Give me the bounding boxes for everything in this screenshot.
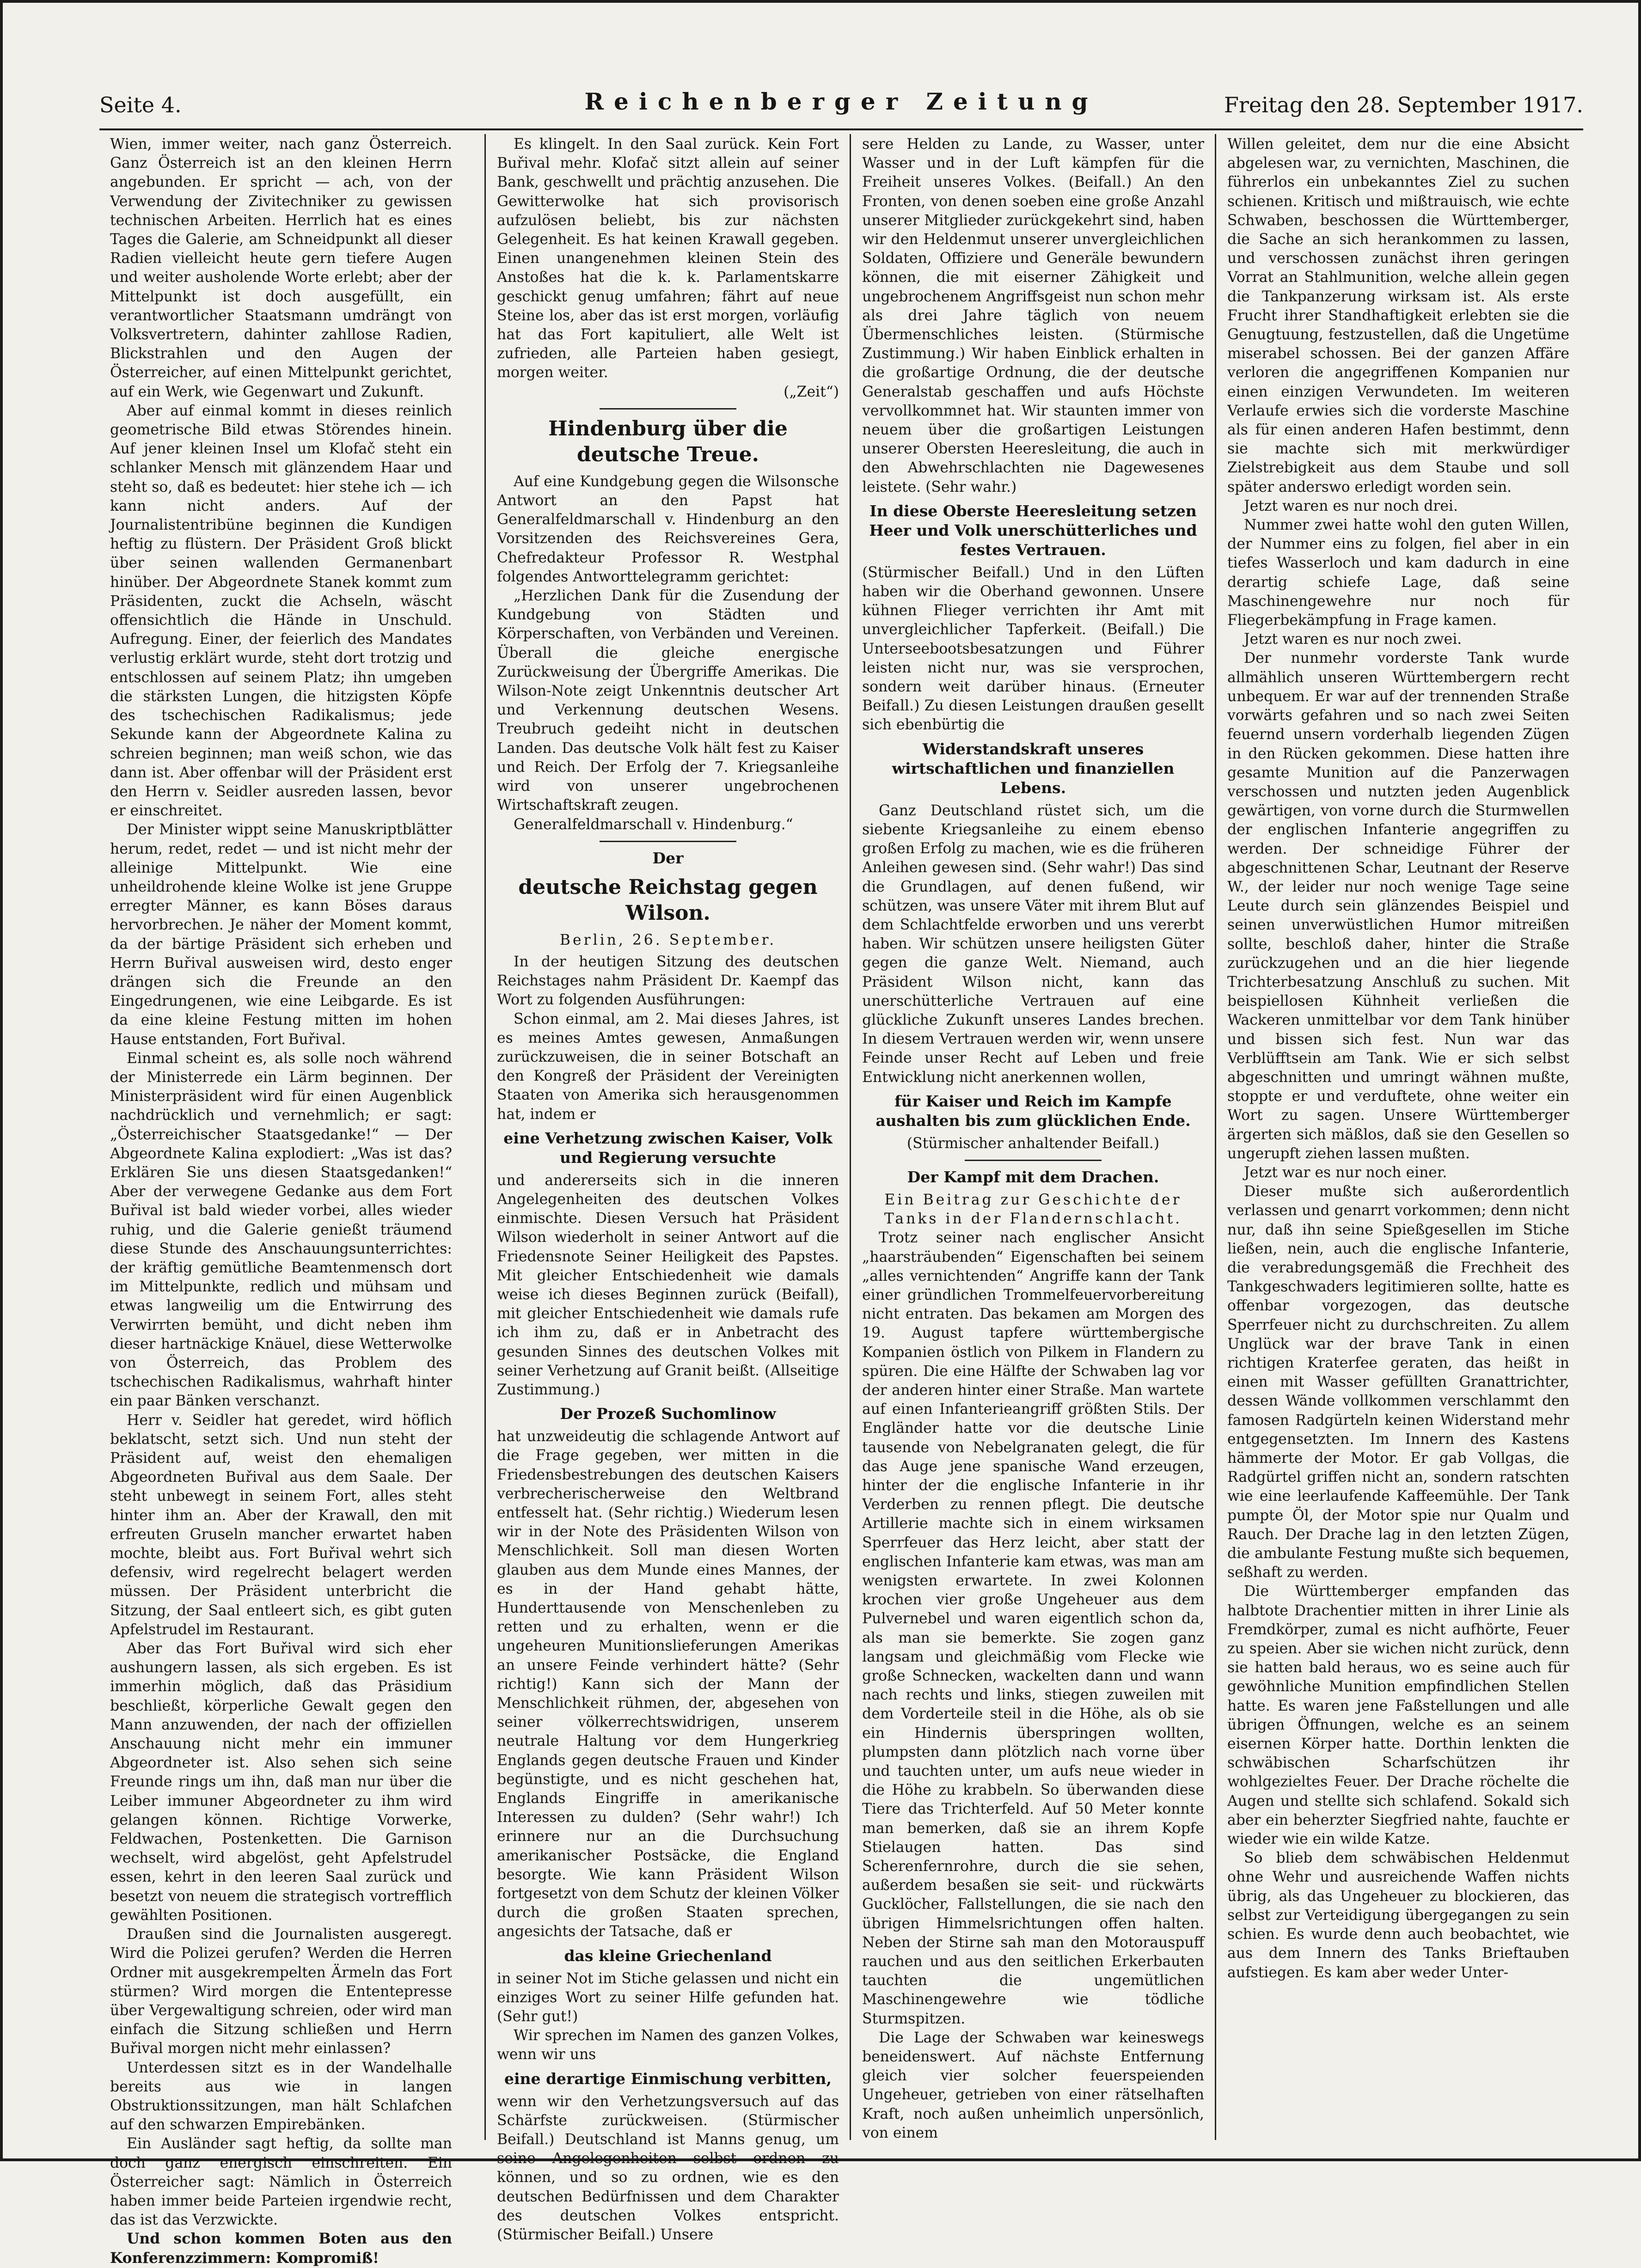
paragraph: Ganz Deutschland rüstet sich, um die siebente Kriegsanleihe zu einem ebenso großen Erfolg zu machen, wie es die früheren Anleihen gewesen sind. (Sehr wahr!) Das sind die Grundlagen, auf denen fußend, wir schützen, was unsere Väter mit ihrem Blut auf dem Schlachtfelde erworben und uns vererbt haben. Wir schützen unsere heiligsten Güter gegen die ganze Welt. Niemand, auch Präsident Wilson nicht, kann das unerschütterliche Vertrauen auf eine glückliche Zukunft unseres Landes brechen. In diesem Vertrauen werden wir, wenn unsere Feinde unser Recht auf Leben und freie Entwicklung nicht anerkennen wollen, <box>862 802 1204 1086</box>
article-separator <box>965 1160 1102 1161</box>
header-rule <box>99 128 1583 130</box>
paragraph: Einmal scheint es, als solle noch während der Ministerrede ein Lärm beginnen. Der Ministerpräsident wird für einen Augenblick nachdrücklich und vernehmlich; er sagt: „Österreichischer Staatsgedanke!“ — Der Abgeordnete Kalina explodiert: „Was ist das? Erklären Sie uns diesen Staatsgedanken!“ Aber der verwegene Gedanke aus dem Fort Buřival ist bald wieder vorbei, alles wieder ruhig, und die Galerie genießt träumend diese Stunde des Anschauungsunterrichtes: der kräftig gemütliche Beamtenmensch dort im Mittelpunkte, redlich und mühsam und etwas langweilig um die Entwirrung des Verwirrten bemüht, und dicht neben ihm dieser hartnäckige Knäuel, diese Wetterwolke von Österreich, das Problem des tschechischen Radikalismus, wahrhaft hinter ein paar Bänken verschanzt. <box>110 1050 452 1410</box>
headline-prefix: Der <box>652 849 684 867</box>
emphasis-line: das kleine Griechenland <box>564 1946 772 1965</box>
column-divider <box>1215 134 1216 2140</box>
paragraph: Jetzt waren es nur noch drei. <box>1244 497 1458 514</box>
paragraph: Trotz seiner nach englischer Ansicht „haarsträubenden“ Eigenschaften bei seinem „alles vernichtenden“ Angriffe kann der Tank einer gründlichen Trommelfeuervorbereitung nicht entraten. Das bekamen am Morgen des 19. August tapfere württembergische Kompanien östlich von Pilkem in Flandern zu spüren. Die eine Hälfte der Schwaben lag vor der anderen hinter einer Straße. Man wartete auf einen Infanterieangriff größten Stils. Der Engländer hatte vor die deutsche Linie tausende von Nebelgranaten gelegt, die für das Auge jene spanische Wand erzeugen, hinter der die englische Infanterie in ihr Verderben zu rennen pflegt. Die deutsche Artillerie machte sich in einem wirksamen Sperrfeuer das Herz leicht, aber statt der englischen Infanterie kam etwas, was man am wenigsten erwartete. In zwei Kolonnen krochen vier große Ungeheuer aus dem Pulvernebel und waren eigentlich schon da, als man sie bemerkte. Sie zogen ganz langsam und gleichmäßig vom Flecke wie große Schnecken, wackelten dann und wann nach rechts und links, stiegen zuweilen mit dem Vorderteile steil in die Höhe, als ob sie ein Hindernis überspringen wollten, plumpsten dann plötzlich nach vorne über und tauchten unter, um aufs neue wieder in die Höhe zu krabbeln. So überwanden diese Tiere das Trichterfeld. Auf 50 Meter konnte man bemerken, daß sie an ihrem Kopfe Stielaugen hatten. Das sind Scherenfernrohre, durch die sie sehen, außerdem besaßen sie seit- und rückwärts Gucklöcher, Fallstellungen, die sie nach den übrigen Himmelsrichtungen offen halten. Neben der Stirne sah man den Motorauspuff rauchen und aus den seitlichen Erkerbauten tauchten die ungemütlichen Maschinengewehre wie tödliche Sturmspitzen. <box>862 1229 1204 2027</box>
column-2 <box>497 135 839 2244</box>
paragraph: Auf eine Kundgebung gegen die Wilsonsche Antwort an den Papst hat Generalfeldmarschall v. Hindenburg an den Vorsitzenden des Reichsvereines Gera, Chefredakteur Professor R. Westphal folgendes Antworttelegramm gerichtet: <box>497 473 839 585</box>
headline-reichstag: deutsche Reichstag gegen Wilson. <box>518 875 818 925</box>
paragraph: Und schon kommen Boten aus den Konferenzzimmern: Kompromiß! <box>110 2231 452 2267</box>
newspaper-title: Reichenberger Zeitung <box>584 88 1098 115</box>
emphasis-line: für Kaiser und Reich im Kampfe aushalten bis zum glücklichen Ende. <box>876 1092 1191 1130</box>
paragraph: Aber das Fort Buřival wird sich eher aushungern lassen, als sich ergeben. Es ist immerhin möglich, daß das Präsidium beschließt, körperliche Gewalt gegen den Mann anzuwenden, der nach der offiziellen Anschauung nicht mehr ein immuner Abgeordneter ist. Also sehen sich seine Freunde rings um ihn, daß man nur über die Leiber immuner Abgeordneter zu ihm wird gelangen können. Richtige Vorwerke, Feldwachen, Postenketten. Die Garnison wechselt, wird abgelöst, geht Apfelstrudel essen, kehrt in den leeren Saal zurück und besetzt von neuem die strategisch vortrefflich gewählten Positionen. <box>110 1640 452 1924</box>
paragraph: Ein Ausländer sagt heftig, da sollte man doch ganz energisch einschreiten. Ein Österreicher sagt: Nämlich in Österreich haben immer beide Parteien irgendwie recht, das ist das Verzwickte. <box>110 2135 452 2229</box>
paragraph: Der nunmehr vorderste Tank wurde allmählich unseren Württembergern recht unbequem. Er war auf der trennenden Straße vorwärts gefahren und so nach zwei Seiten feuernd unsern vorderhalb liegenden Zügen in den Rücken gekommen. Diese hatten ihre gesamte Munition auf die Panzerwagen verschossen und nutzten jeden Augenblick gewärtigen, von vorne durch die Sturmwellen der englischen Infanterie angegriffen zu werden. Der schneidige Führer der abgeschnittenen Schar, Leutnant der Reserve W., der leider nur noch wenige Tage seine Leute durch sein glänzendes Beispiel und seinen unverwüstlichen Humor mitreißen sollte, beschloß daher, hinter die Straße zurückzugehen und an die hier liegende Trichterbesatzung Anschluß zu suchen. Mit beispiellosen Kühnheit verließen die Wackeren unmittelbar vor dem Tank hinüber und bissen sich fest. Nun war das Verblüfftsein am Tank. Wie er sich selbst abgeschnitten und umringt wähnen mußte, stoppte er und verduftete, ohne weiter ein Wort zu sagen. Unsere Württemberger ärgerten sich mäßlos, daß sie den Gesellen so ungerupft ziehen lassen mußten. <box>1227 650 1569 1162</box>
paragraph: Schon einmal, am 2. Mai dieses Jahres, ist es meines Amtes gewesen, Anmaßungen zurückzuweisen, die in seiner Botschaft an den Kongreß der Präsident der Vereinigten Staaten von Amerika sich herausgenommen hat, indem er <box>497 1010 839 1123</box>
paragraph: Wien, immer weiter, nach ganz Österreich. Ganz Österreich ist an den kleinen Herrn angebunden. Er spricht — ach, von der Verwendung der Zivitechniker zu gewissen technischen Arbeiten. Herrlich hat es eines Tages die Galerie, am Schneidpunkt all dieser Radien vielleicht heute gern tiefere Augen und weiter ausholende Worte erlebt; aber der Mittelpunkt ist doch ausgefüllt, ein verantwortlicher Staatsmann umdrängt von Volksvertretern, dahinter zahllose Radien, Blickstrahlen und den Augen der Österreicher, auf einen Mittelpunkt gerichtet, auf ein Werk, wie Gegenwart und Zukunft. <box>110 136 452 400</box>
dateline: Berlin, 26. September. <box>559 931 777 948</box>
column-4 <box>1227 135 1569 2136</box>
emphasis-line: In diese Oberste Heeresleitung setzen Heer und Volk unerschütterliches und festes Vertrauen. <box>869 501 1197 559</box>
paragraph: Wir sprechen im Namen des ganzen Volkes, wenn wir uns <box>497 2027 839 2063</box>
paragraph: hat unzweideutig die schlagende Antwort auf die Frage gegeben, wer mitten in die Friedensbestrebungen des deutschen Kaisers verbrecherischerweise den Weltbrand entfesselt hat. (Sehr richtig.) Wiederum lesen wir in der Note des Präsidenten Wilson von Menschlichkeit. Soll man diesen Worten glauben aus dem Munde eines Mannes, der es in der Hand gehabt hätte, Hunderttausende von Menschenleben zu retten und zu erhalten, wenn er die ungeheuren Munitionslieferungen Amerikas an unsere Feinde verhindert hätte? (Sehr richtig!) Kann sich der Mann der Menschlichkeit rühmen, der, abgesehen von seiner völkerrechtswidrigen, unserem neutrale Haltung vor dem Hungerkrieg Englands gegen deutsche Frauen und Kinder begünstigte, und es nicht geschehen hat, Englands Eingriffe in amerikanische Interessen zu dulden? (Sehr wahr!) Ich erinnere nur an die Durchsuchung amerikanischer Postsäcke, die England besorgte. Wie kann Präsident Wilson fortgesetzt von dem Schutz der kleinen Völker durch die großen Staaten sprechen, angesichts der Tatsache, daß er <box>497 1428 839 1940</box>
emphasis-line: Widerstandskraft unseres wirtschaftlichen und finanziellen Lebens. <box>892 740 1175 797</box>
paragraph: Aber auf einmal kommt in dieses reinlich geometrische Bild etwas Störendes hinein. Auf jener kleinen Insel um Klofač steht ein schlanker Mensch mit glänzendem Haar und steht so, daß es bedeutet: hier stehe ich — ich kann nicht anders. Auf der Journalistentribüne beginnen die Kundigen heftig zu flüstern. Der Präsident Groß blickt über seinen wallenden Germanenbart hinüber. Der Abgeordnete Stanek kommt zum Präsidenten, zuckt die Achseln, wäscht offensichtlich die Hände in Unschuld. Aufregung. Einer, der feierlich des Mandates verlustig erklärt wurde, steht dort trotzig und entschlossen auf seinem Platz; ihn umgeben die stärksten Lungen, die hitzigsten Köpfe des tschechischen Radikalismus; jede Sekunde kann der Abgeordnete Kalina zu schreien beginnen; man weiß schon, wie das dann ist. Aber offenbar will der Präsident erst den Herrn v. Seidler ausreden lassen, bevor er einschreitet. <box>110 402 452 819</box>
applause-note: (Stürmischer anhaltender Beifall.) <box>906 1135 1160 1152</box>
emphasis-line: eine derartige Einmischung verbitten, <box>504 2069 832 2088</box>
paragraph: Dieser mußte sich außerordentlich verlassen und genarrt vorkommen; denn nicht nur, daß ihn seine Spießgesellen im Stiche ließen, nein, auch die englische Infanterie, die verabredungsgemäß die Frechheit des Tankgeschwaders legitimieren sollte, hatte es offenbar vorgezogen, das deutsche Sperrfeuer nicht zu durchschreiten. Zu allem Unglück war der brave Tank in einen richtigen Kraterfee geraten, das heißt in einen mit Wasser gefüllten Granattrichter, dessen Wände vollkommen verschlammt den famosen Radgürteln keinen Widerstand mehr entgegensetzten. Im Innern des Kastens hämmerte der Motor. Er gab Vollgas, die Radgürtel griffen nicht an, sondern ratschten wie eine leerlaufende Kaffeemühle. Der Tank pumpte Öl, der Motor spie nur Qualm und Rauch. Der Drache lag in den letzten Zügen, die ambulante Festung mußte sich bequemen, seßhaft zu werden. <box>1227 1183 1569 1581</box>
paragraph: Unterdessen sitzt es in der Wandelhalle bereits aus wie in langen Obstruktionssitzungen, man hält Schlafchen auf den schwarzen Empirebänken. <box>110 2059 452 2134</box>
article-separator <box>600 408 736 410</box>
paragraph: Nummer zwei hatte wohl den guten Willen, der Nummer eins zu folgen, fiel aber in ein tiefes Wasserloch und kam dadurch in eine derartig schiefe Lage, daß seine Maschinengewehre nur noch für Fliegerbekämpfung in Frage kamen. <box>1227 517 1569 629</box>
paragraph: und andererseits sich in die inneren Angelegenheiten des deutschen Volkes einmischte. Diesen Versuch hat Präsident Wilson wiederholt in seiner Antwort auf die Friedensnote Seiner Heiligkeit des Papstes. Mit gleicher Entschiedenheit wie damals weise ich dieses Beginnen zurück (Beifall), mit gleicher Entschiedenheit wie damals rufe ich ihm zu, daß er in Anbetracht des gesunden Sinnes des deutschen Volkes mit seiner Verhetzung auf Granit beißt. (Allseitige Zustimmung.) <box>497 1172 839 1398</box>
headline-hindenburg: Hindenburg über die deutsche Treue. <box>548 416 788 466</box>
subtitle: Ein Beitrag zur Geschichte der Tanks in der Flandernschlacht. <box>884 1191 1182 1228</box>
paragraph: So blieb dem schwäbischen Heldenmut ohne Wehr und ausreichende Waffen nichts übrig, als das Ungeheuer zu blockieren, das selbst zur Verteidigung übergegangen zu sein schien. Es wurde denn auch beobachtet, wie aus dem Innern des Tanks Brieftauben aufstiegen. Es kam aber weder Unter- <box>1227 1850 1569 1981</box>
paragraph: Der Minister wippt seine Manuskriptblätter herum, redet, redet — und ist nicht mehr der alleinige Mittelpunkt. Wie eine unheildrohende kleine Wolke ist jene Gruppe erregter Männer, es kann Böses daraus hervorbrechen. Je näher der Moment kommt, da der bärtige Präsident sich erheben und Herrn Buřival ausweisen wird, desto enger drängen sich die Freunde an den Eingedrungenen, wie eine Leibgarde. Es ist da eine kleine Festung mitten im hohen Hause entstanden, Fort Buřival. <box>110 821 452 1048</box>
page-header <box>99 83 1583 125</box>
paragraph: Jetzt waren es nur noch zwei. <box>1244 631 1462 648</box>
paragraph: sere Helden zu Lande, zu Wasser, unter Wasser und in der Luft kämpfen für die Freiheit unseres Volkes. (Beifall.) An den Fronten, von denen soeben eine große Anzahl unserer Mitglieder zurückgekehrt sind, haben wir den Heldenmut unserer unvergleichlichen Soldaten, Offiziere und Generäle bewundern können, die mit eiserner Zähigkeit und ungebrochenem Angriffsgeist nun schon mehr als drei Jahre täglich von neuem Übermenschliches leisten. (Stürmische Zustimmung.) Wir haben Einblick erhalten in die großartige Ordnung, die der deutsche Generalstab geschaffen und aufs Höchste vervollkommnet hat. Wir staunten immer von neuem über die großartigen Leistungen unserer Obersten Heeresleitung, die auch in den Abwehrschlachten nie Dagewesenes leistete. (Sehr wahr.) <box>862 136 1204 495</box>
column-3 <box>862 135 1204 2141</box>
paragraph: Draußen sind die Journalisten ausgeregt. Wird die Polizei gerufen? Werden die Herren Ordner mit ausgekrempelten Ärmeln das Fort stürmen? Wird morgen die Ententepresse über Vergewaltigung schreien, oder wird man einfach die Sitzung schließen und Herrn Buřival morgen nicht mehr einlassen? <box>110 1926 452 2057</box>
column-divider <box>850 134 851 2140</box>
paragraph: Jetzt war es nur noch einer. <box>1244 1164 1447 1181</box>
telegram-signature: Generalfeldmarschall v. Hindenburg.“ <box>514 816 793 833</box>
column-divider <box>484 134 486 2140</box>
paragraph: Willen geleitet, dem nur die eine Absicht abgelesen war, zu vernichten, Maschinen, die führerlos ein unbekanntes Ziel zu suchen schienen. Kritisch und mißtrauisch, wie echte Schwaben, beschossen die Württemberger, die Sache an sich herankommen zu lassen, und verschossen zunächst ihren geringen Vorrat an Stahlmunition, welche allein gegen die Tankpanzerung wirksam ist. Als erste Frucht ihrer Standhaftigkeit erlebten sie die Genugtuung, festzustellen, daß die Ungetüme miserabel schossen. Bei der ganzen Affäre verloren die angegriffenen Kompanien nur einen einzigen Verwundeten. Im weiteren Verlaufe erwies sich die vorderste Maschine als für einen anderen Hafen bestimmt, denn sie machte sich mit merkwürdiger Zielstrebigkeit aus dem Staube und soll später anderswo erledigt worden sein. <box>1227 136 1569 495</box>
emphasis-line: Der Prozeß Suchomlinow <box>560 1405 776 1423</box>
paragraph: Die Württemberger empfanden das halbtote Drachentier mitten in ihrer Linie als Fremdkörper, zumal es nicht aufhörte, Feuer zu speien. Aber sie wichen nicht zurück, denn sie hatten bald heraus, wo es seine auch für gewöhnliche Munition empfindlichen Stellen hatte. Es waren jene Faßstellungen und alle übrigen Öffnungen, welche es an seinem eisernen Körper hatte. Dorthin lenkten die schwäbischen Scharfschützen ihr wohlgezieltes Feuer. Der Drache röchelte die Augen und stellte sich schlafend. Sokald sich aber ein beherzter Siegfried nahte, fauchte er wieder wie ein wilde Katze. <box>1227 1583 1569 1848</box>
headline-drachen: Der Kampf mit dem Drachen. <box>907 1168 1159 1186</box>
paragraph: Die Lage der Schwaben war keineswegs beneidenswert. Auf nächste Entfernung gleich vier solcher feuerspeienden Ungeheuer, getrieben von einer rätselhaften Kraft, noch außen unheimlich unpersönlich, von einem <box>862 2029 1204 2141</box>
column-1 <box>110 135 452 2267</box>
page-number: Seite 4. <box>99 92 182 117</box>
source-note: („Zeit“) <box>784 383 839 400</box>
telegram-text: „Herzlichen Dank für die Zusendung der Kundgebung von Städten und Körperschaften, von Verbänden und Vereinen. Überall die gleiche energische Zurückweisung der Übergriffe Amerikas. Die Wilson-Note zeigt Unkenntnis deutscher Art und Verkennung deutschen Wesens. Treubruch gedeiht nicht in deutschen Landen. Das deutsche Volk hält fest zu Kaiser und Reich. Der Erfolg der 7. Kriegsanleihe wird von unserer ungebrochenen Wirtschaftskraft zeugen. <box>497 587 839 814</box>
emphasis-line: eine Verhetzung zwischen Kaiser, Volk und Regierung versuchte <box>503 1129 833 1167</box>
article-separator <box>600 841 736 842</box>
paragraph: Herr v. Seidler hat geredet, wird höflich beklatscht, setzt sich. Und nun steht der Präsident auf, weist den ehemaligen Abgeordneten Buřival aus dem Saale. Der steht unbewegt in seinem Fort, alles steht hinter ihm an. Aber der Krawall, den mit erfreuten Gruseln mancher erwartet haben mochte, bleibt aus. Fort Buřival wehrt sich defensiv, wird regelrecht belagert werden müssen. Der Präsident unterbricht die Sitzung, der Saal entleert sich, es gibt guten Apfelstrudel im Restaurant. <box>110 1412 452 1638</box>
paragraph: wenn wir den Verhetzungsversuch auf das Schärfste zurückweisen. (Stürmischer Beifall.) Deutschland ist Manns genug, um seine Angelegenheiten selbst ordnen zu können, und so zu ordnen, wie es den deutschen Bedürfnissen und dem Charakter des deutschen Volkes entspricht. (Stürmischer Beifall.) Unsere <box>497 2093 839 2244</box>
paragraph: in seiner Not im Stiche gelassen und nicht ein einziges Wort zu seiner Hilfe gefunden hat. (Sehr gut!) <box>497 1970 839 2025</box>
paragraph: In der heutigen Sitzung des deutschen Reichstages nahm Präsident Dr. Kaempf das Wort zu folgenden Ausführungen: <box>497 953 839 1009</box>
issue-date: Freitag den 28. September 1917. <box>1224 92 1583 117</box>
paragraph: (Stürmischer Beifall.) Und in den Lüften haben wir die Oberhand gewonnen. Unsere kühnen Flieger verrichten ihr Amt mit unvergleichlicher Tapferkeit. (Beifall.) Die Unterseebootsbesatzungen und Führer leisten nicht nur, was sie versprochen, sondern weit darüber hinaus. (Erneuter Beifall.) Zu diesen Leistungen draußen gesellt sich ebenbürtig die <box>862 564 1204 734</box>
paragraph: Es klingelt. In den Saal zurück. Kein Fort Buřival mehr. Klofač sitzt allein auf seiner Bank, geschwellt und prächtig anzusehen. Die Gewitterwolke hat sich provisorisch aufzulösen beliebt, bis zur nächsten Gelegenheit. Es hat keinen Krawall gegeben. Einen unangenehmen kleinen Stein des Anstoßes hat die k. k. Parlamentskarre geschickt genug umfahren; fährt auf neue Steine los, aber das ist erst morgen, vorläufig hat das Fort kapituliert, alle Welt ist zufrieden, alle Parteien haben gesiegt, morgen weiter. <box>497 136 839 381</box>
